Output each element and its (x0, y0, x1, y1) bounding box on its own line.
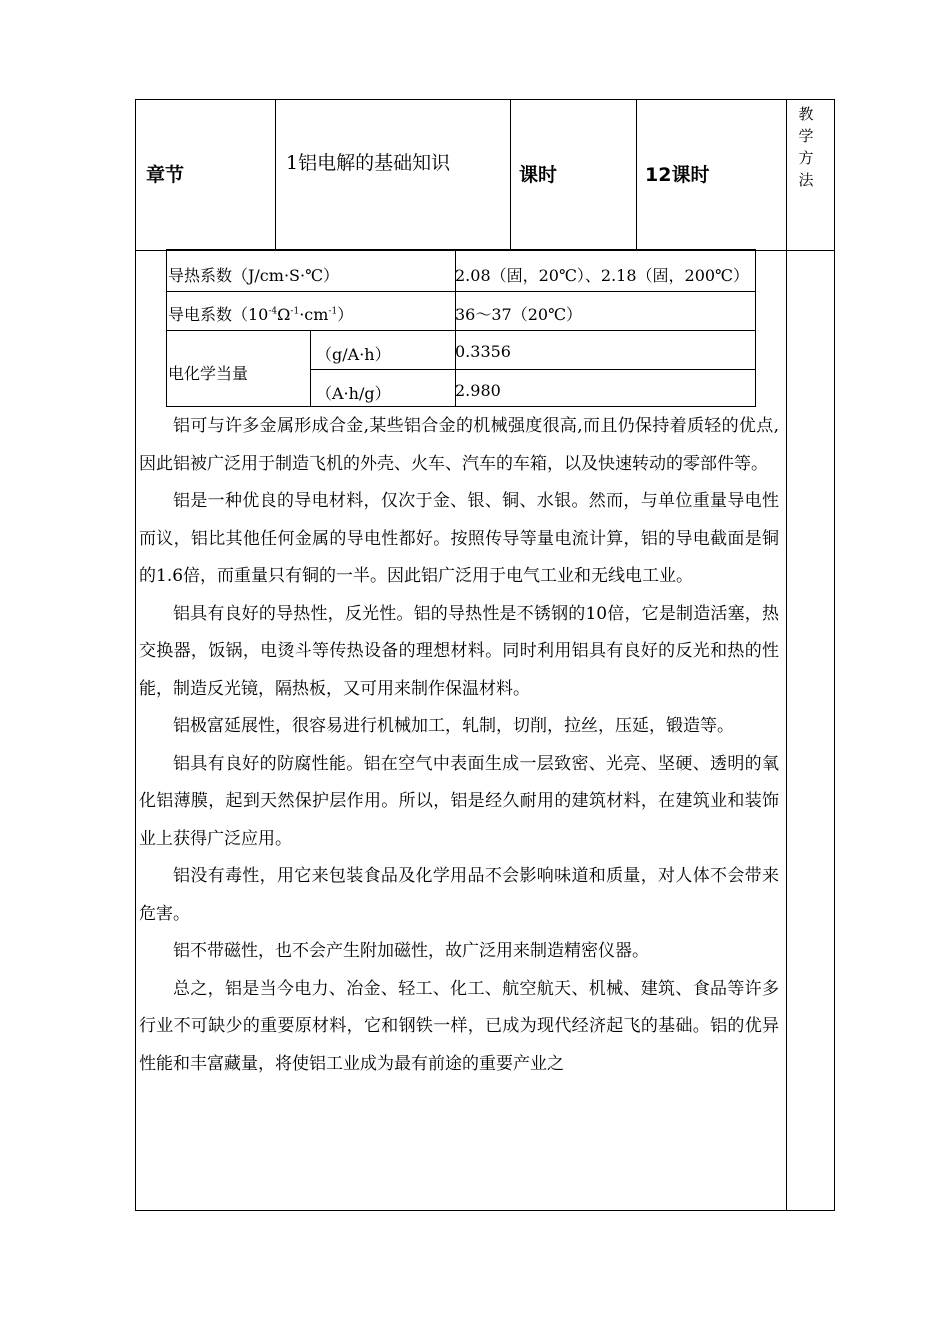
electrochemical-value: 2.980 (455, 381, 501, 400)
method-column-divider (786, 100, 787, 1210)
row-line (310, 369, 755, 370)
body-text (139, 408, 779, 1083)
paragraph: 铝可与许多金属形成合金,某些铝合金的机械强度很高,而且仍保持着质轻的优点,因此铝被广泛用于制造飞机的外壳、火车、汽车的车箱，以及快速转动的零部件等。 (139, 416, 779, 474)
paragraph: 铝是一种优良的导电材料，仅次于金、银、铜、水银。然而，与单位重量导电性而议，铝比其他任何金属的导电性都好。按照传导等量电流计算，铝的导电截面是铜的1.6倍，而重量只有铜的一半。因此铝广泛用于电气工业和无线电工业。 (139, 491, 779, 586)
paragraph: 铝极富延展性，很容易进行机械加工，轧制，切削，拉丝，压延，锻造等。 (173, 716, 734, 736)
header-divider (510, 100, 511, 250)
conductivity-label: 导电系数$(10^{-4}\Omega^{-1}\cdot cm^{-1})$ (168, 305, 354, 324)
hours-value: 12课时 (645, 164, 710, 186)
electrochemical-unit: （g/A·h） (316, 345, 391, 364)
hours-label: 课时 (519, 164, 558, 186)
thermal-coefficient-value: 2.08（固，20℃）、2.18（固，200℃） (455, 266, 749, 285)
chapter-title: 1铝电解的基础知识 (286, 152, 451, 174)
row-line (167, 291, 755, 292)
row-line (167, 330, 755, 331)
electrochemical-value: 0.3356 (455, 342, 511, 361)
unit-column-divider (310, 330, 311, 406)
paragraph: 铝具有良好的防腐性能。铝在空气中表面生成一层致密、光亮、坚硬、透明的氧化铝薄膜，起到天然保护层作用。所以，铝是经久耐用的建筑材料，在建筑业和装饰业上获得广泛应用。 (139, 753, 779, 849)
chapter-label: 章节 (146, 164, 185, 186)
method-char: 学 (798, 127, 814, 145)
paragraph: 铝不带磁性，也不会产生附加磁性，故广泛用来制造精密仪器。 (173, 941, 649, 961)
electrochemical-label: 电化学当量 (168, 364, 249, 383)
thermal-coefficient-label: 导热系数（J/cm·S·℃） (168, 266, 339, 285)
paragraph: 铝具有良好的导热性，反光性。铝的导热性是不锈钢的10倍，它是制造活塞，热交换器，饭锅，电烫斗等传热设备的理想材料。同时利用铝具有良好的反光和热的性能，制造反光镜，隔热板，又可用来制作保温材料。 (139, 603, 779, 699)
conductivity-value: 36～37（20℃） (455, 305, 582, 324)
method-char: 教 (798, 105, 814, 123)
electrochemical-unit: （A·h/g） (316, 384, 391, 403)
method-char: 方 (798, 149, 814, 167)
header-divider (275, 100, 276, 250)
method-char: 法 (798, 171, 814, 189)
teaching-method-label (796, 103, 816, 191)
paragraph: 总之，铝是当今电力、冶金、轻工、化工、航空航天、机械、建筑、食品等许多行业不可缺少的重要原材料，它和钢铁一样，已成为现代经济起飞的基础。铝的优异性能和丰富藏量，将使铝工业成为最有前途的重要产业之 (139, 978, 779, 1074)
paragraph: 铝没有毒性，用它来包装食品及化学用品不会影响味道和质量，对人体不会带来危害。 (139, 866, 779, 924)
header-divider (636, 100, 637, 250)
